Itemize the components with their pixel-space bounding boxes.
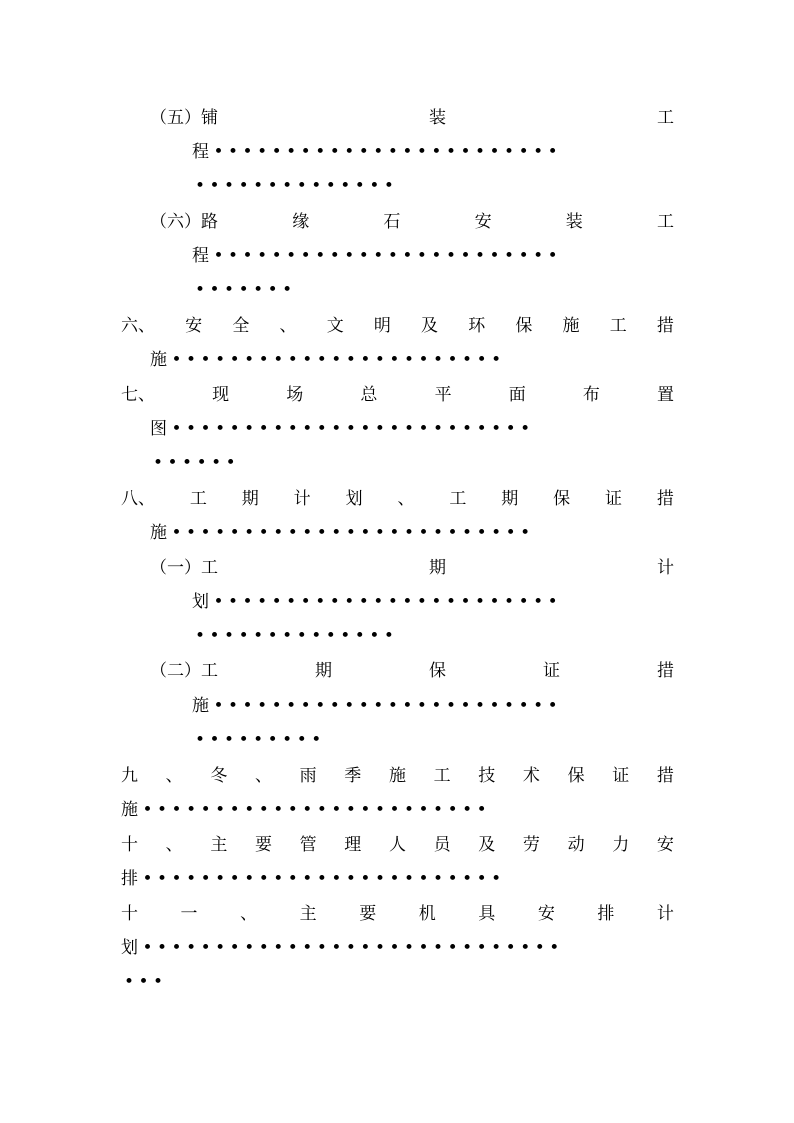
dot-leader: •••••••••••••••••••••••••	[171, 523, 535, 543]
toc-word: 石	[383, 212, 401, 232]
toc-word: 排	[597, 904, 615, 924]
toc-word: 安	[185, 316, 203, 336]
toc-leader-line	[192, 246, 562, 266]
toc-word: 现	[212, 385, 230, 405]
toc-word: （六）路	[150, 212, 218, 232]
toc-leader-line	[121, 938, 564, 958]
toc-tail-char: 划	[121, 938, 143, 958]
toc-word: 工	[189, 489, 207, 509]
toc-word: 力	[612, 835, 630, 855]
dot-leader-continuation: •••	[124, 972, 168, 992]
dot-leader-continuation: ••••••••••••••	[195, 176, 399, 196]
toc-word: 九	[121, 766, 138, 786]
dot-leader-continuation: •••••••••	[195, 730, 326, 750]
toc-word: 明	[373, 316, 391, 336]
toc-word: 划	[345, 489, 363, 509]
toc-word: 安	[656, 835, 674, 855]
toc-word: 六、	[121, 316, 155, 336]
toc-word: 期	[429, 558, 446, 578]
toc-word: 机	[418, 904, 436, 924]
dot-leader-continuation: ••••••	[153, 453, 241, 473]
toc-word: 、	[279, 316, 297, 336]
toc-word: 冬	[210, 766, 228, 786]
toc-tail-char: 图	[150, 419, 172, 439]
toc-word: 期	[501, 489, 519, 509]
toc-word: 面	[508, 385, 526, 405]
toc-word: 措	[656, 489, 674, 509]
toc-word: 措	[657, 661, 674, 681]
toc-word: 措	[656, 766, 674, 786]
toc-entry-heading	[150, 661, 674, 681]
dot-leader: •••••••••••••••••••••••••	[142, 869, 506, 889]
toc-word: 七、	[121, 385, 155, 405]
toc-word: 计	[293, 489, 311, 509]
toc-word: 、	[397, 489, 415, 509]
toc-word: 员	[433, 835, 451, 855]
toc-word: 十	[121, 835, 138, 855]
toc-word: 、	[165, 835, 183, 855]
toc-word: 保	[567, 766, 585, 786]
toc-word: 施	[388, 766, 406, 786]
toc-tail-char: 程	[192, 246, 214, 266]
toc-entry-heading	[150, 558, 674, 578]
dot-leader: •••••••••••••••••••••••••	[171, 419, 535, 439]
toc-word: 安	[537, 904, 555, 924]
dot-leader: •••••••••••••••••••••••	[171, 350, 506, 370]
toc-entry-heading	[150, 108, 674, 128]
toc-word: 一	[180, 904, 198, 924]
toc-leader-line	[150, 350, 506, 370]
toc-leader-line	[150, 419, 535, 439]
toc-leader-line	[192, 142, 562, 162]
toc-word: 置	[656, 385, 674, 405]
toc-word: 安	[474, 212, 492, 232]
toc-word: 证	[605, 489, 623, 509]
toc-tail-char: 施	[150, 523, 172, 543]
toc-word: （二）工	[150, 661, 218, 681]
toc-entry-heading	[121, 316, 674, 336]
toc-word: 工	[449, 489, 467, 509]
dot-leader: ••••••••••••••••••••••••	[142, 800, 492, 820]
toc-word: 季	[344, 766, 362, 786]
toc-word: 、	[165, 766, 183, 786]
toc-word: 工	[433, 766, 451, 786]
toc-leader-line	[192, 696, 562, 716]
dot-leader: ••••••••••••••••••••••••	[213, 142, 563, 162]
toc-word: （一）工	[150, 558, 218, 578]
toc-word: 十	[121, 904, 138, 924]
toc-word: 及	[478, 835, 496, 855]
toc-tail-char: 施	[192, 696, 214, 716]
toc-word: 全	[232, 316, 250, 336]
toc-entry-heading	[150, 212, 674, 232]
toc-word: 期	[241, 489, 259, 509]
dot-leader: ••••••••••••••••••••••••	[213, 696, 563, 716]
toc-tail-char: 划	[192, 592, 214, 612]
toc-word: 理	[344, 835, 362, 855]
toc-word: 期	[315, 661, 332, 681]
toc-word: 主	[299, 904, 317, 924]
toc-word: 技	[478, 766, 496, 786]
toc-word: 、	[240, 904, 258, 924]
toc-word: 保	[429, 661, 446, 681]
toc-word: 保	[553, 489, 571, 509]
toc-word: 雨	[299, 766, 317, 786]
toc-word: 布	[582, 385, 600, 405]
dot-leader-continuation: •••••••	[195, 280, 297, 300]
toc-word: 文	[326, 316, 344, 336]
dot-leader-continuation: ••••••••••••••	[195, 626, 399, 646]
toc-word: 要	[359, 904, 377, 924]
toc-word: 术	[522, 766, 540, 786]
dot-leader: ••••••••••••••••••••••••	[213, 246, 563, 266]
toc-word: 缘	[292, 212, 310, 232]
toc-tail-char: 排	[121, 869, 143, 889]
toc-word: 人	[388, 835, 406, 855]
dot-leader: ••••••••••••••••••••••••	[213, 592, 563, 612]
toc-word: 具	[478, 904, 496, 924]
toc-word: 装	[565, 212, 583, 232]
toc-tail-char: 施	[121, 800, 143, 820]
toc-leader-line	[150, 523, 535, 543]
toc-word: 及	[421, 316, 439, 336]
toc-entry-heading	[121, 835, 674, 855]
toc-word: 八、	[121, 489, 155, 509]
toc-word: 计	[656, 904, 674, 924]
toc-tail-char: 施	[150, 350, 172, 370]
toc-word: 平	[434, 385, 452, 405]
toc-word: 、	[254, 766, 272, 786]
toc-word: 证	[612, 766, 630, 786]
toc-entry-heading	[121, 489, 674, 509]
toc-entry-heading	[121, 766, 674, 786]
toc-entry-heading	[121, 904, 674, 924]
toc-word: 场	[286, 385, 304, 405]
toc-word: 保	[515, 316, 533, 336]
toc-word: 总	[360, 385, 378, 405]
toc-word: 装	[429, 108, 446, 128]
toc-word: 施	[562, 316, 580, 336]
toc-word: 要	[254, 835, 272, 855]
toc-entry-heading	[121, 385, 674, 405]
toc-word: （五）铺	[150, 108, 218, 128]
toc-word: 动	[567, 835, 585, 855]
toc-leader-line	[121, 800, 491, 820]
toc-word: 工	[657, 108, 674, 128]
toc-word: 证	[543, 661, 560, 681]
toc-word: 工	[656, 212, 674, 232]
dot-leader: •••••••••••••••••••••••••••••	[142, 938, 564, 958]
toc-word: 计	[657, 558, 674, 578]
toc-word: 管	[299, 835, 317, 855]
toc-word: 环	[468, 316, 486, 336]
toc-leader-line	[121, 869, 506, 889]
toc-tail-char: 程	[192, 142, 214, 162]
toc-leader-line	[192, 592, 562, 612]
toc-word: 劳	[522, 835, 540, 855]
toc-word: 主	[210, 835, 228, 855]
toc-word: 措	[656, 316, 674, 336]
toc-word: 工	[609, 316, 627, 336]
